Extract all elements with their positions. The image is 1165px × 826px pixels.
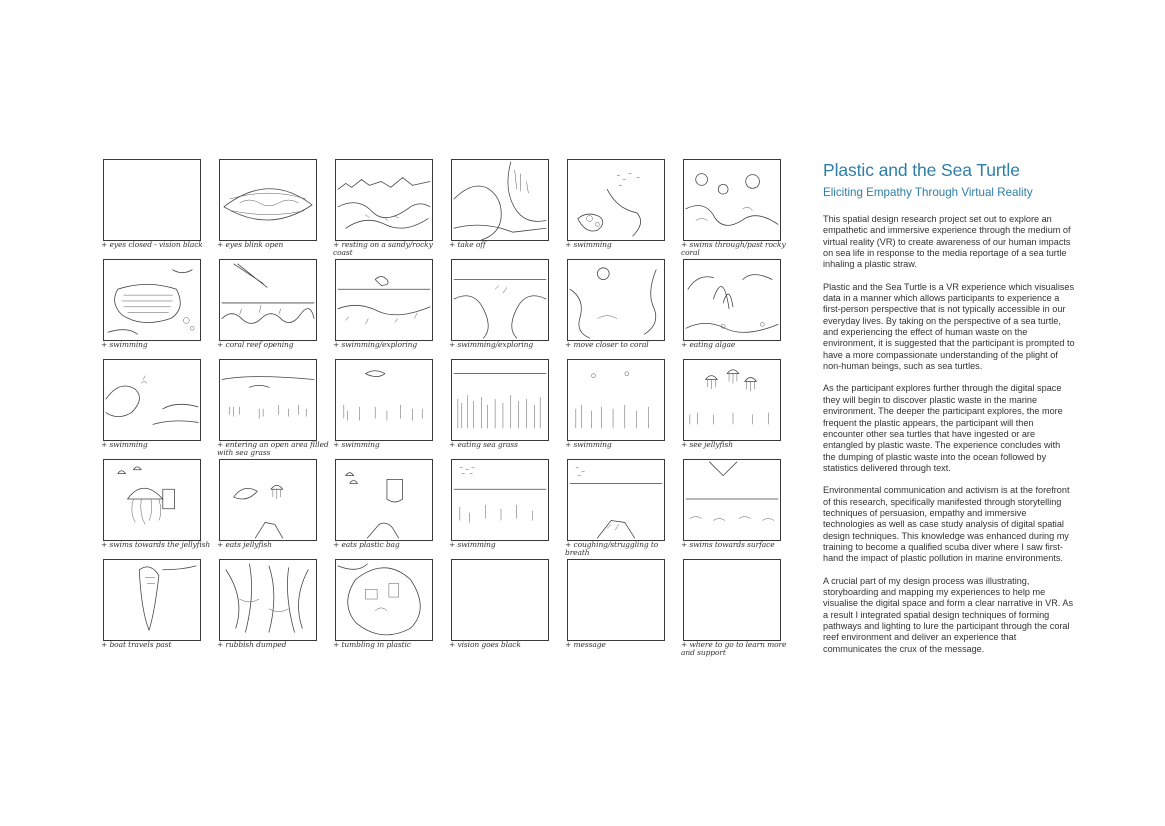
frame-caption: + swims through/past rocky coral [681,240,786,257]
sketch-blank [683,559,781,641]
storyboard-frame [680,157,796,257]
storyboard-frame [564,257,680,357]
sketch-rubbish [219,559,317,641]
storyboard-frame [680,557,796,657]
sketch-algae [683,259,781,341]
frame-caption: + eyes closed - vision black [101,240,203,249]
frame-caption: + swimming [333,440,380,449]
sketch-seagrass-open [219,359,317,441]
article-title: Plastic and the Sea Turtle [823,160,1020,180]
storyboard-frame [448,157,564,257]
storyboard-frame [448,357,564,457]
storyboard-frame [216,557,332,657]
frame-caption: + move closer to coral [565,340,649,349]
frame-caption: + eyes blink open [217,240,284,249]
frame-caption: + vision goes black [449,640,521,649]
frame-caption: + swimming [565,240,612,249]
sketch-blank [567,559,665,641]
frame-caption: + resting on a sandy/rocky coast [333,240,433,257]
frame-caption: + eating algae [681,340,736,349]
frame-caption: + eating sea grass [449,440,518,449]
sketch-seagrass-dense [451,359,549,441]
frame-caption: + swims towards surface [681,540,775,549]
storyboard-frame [216,357,332,457]
article-paragraph: A crucial part of my design process was illustrating, storyboarding and mapping my experiences to help me visualise the digital space and form a clear narrative in VR. As a result I integrated spatial design techniques of forming pathways and lighting to lure the participant through the coral reef environment and deliver an experience that communicates the crux of the message. [823,575,1074,654]
frame-caption: + where to go to learn more and support [681,640,787,657]
storyboard-frame [100,157,216,257]
storyboard-frame [332,257,448,357]
sketch-struggle [567,459,665,541]
sketch-tumbling [335,559,433,641]
storyboard-frame [216,157,332,257]
storyboard-frame [332,557,448,657]
article-paragraph: Environmental communication and activism is at the forefront of this research, specifically manifested through storytelling techniques of persuasion, empathy and immersive technologies as well as case study analysis of digital spatial design techniques. This knowledge was enhanced during my training to become a qualified scuba diver where I saw first-hand the impact of plastic pollution in marine environments. [823,485,1070,564]
storyboard-frame [564,357,680,457]
sketch-plastic-bag [335,459,433,541]
storyboard-frame [448,557,564,657]
sketch-coast [335,159,433,241]
frame-caption: + see jellyfish [681,440,733,449]
storyboard-frame [216,457,332,557]
article [823,160,1075,666]
sketch-eat-jelly [219,459,317,541]
sketch-seagrass-jelly [567,359,665,441]
frame-caption: + coral reef opening [217,340,294,349]
frame-caption: + coughing/struggling to breath [565,540,659,557]
storyboard-frame [680,257,796,357]
storyboard-frame [100,357,216,457]
frame-caption: + rubbish dumped [217,640,287,649]
sketch-coral-rocks [683,159,781,241]
sketch-shell [103,259,201,341]
sketch-cliff [451,159,549,241]
frame-caption: + swimming/exploring [333,340,418,349]
frame-caption: + swimming [449,540,496,549]
article-paragraph: As the participant explores further through the digital space they will begin to discover plastic waste in the marine environment. The deeper the participant explores, the more frequent the plastic appears, the participant will then encounter other sea turtles that have ingested or are entangled by plastic waste. The experience concludes with the dumping of plastic waste into the ocean followed by statistics delivered through text. [823,383,1063,473]
frame-caption: + swimming [101,440,148,449]
sketch-boat [103,559,201,641]
storyboard-frame [680,457,796,557]
storyboard-frame [680,357,796,457]
storyboard-frame [448,457,564,557]
sketch-fish-school [451,459,549,541]
article-paragraph: Plastic and the Sea Turtle is a VR experience which visualises data in a manner which allows participants to experience a first-person perspective that is not typically accessible in our everyday lives. By taking on the perspective of a sea turtle, and experiencing the effect of human waste on the environment, it is suggested that the participant is prompted to have a more compassionate understanding of the plight of non-human beings, such as sea turtles. [823,281,1075,372]
sketch-surface [683,459,781,541]
sketch-reef-wide [335,259,433,341]
frame-caption: + eats jellyfish [217,540,272,549]
frame-caption: + swims towards the jellyfish [101,540,211,549]
sketch-reef-channel [451,259,549,341]
frame-caption: + boat travels past [101,640,172,649]
sketch-blank [451,559,549,641]
storyboard-frame [332,457,448,557]
storyboard-grid [100,157,790,667]
storyboard-frame [216,257,332,357]
storyboard-frame [100,557,216,657]
frame-caption: + tumbling in plastic [333,640,411,649]
sketch-eye [219,159,317,241]
storyboard-frame [100,457,216,557]
frame-caption: + swimming/exploring [449,340,534,349]
article-paragraph: This spatial design research project set out to explore an empathetic and immersive experience through the medium of virtual reality (VR) to create awareness of our human impacts on sea life in response to the media reportage of a sea turtle inhaling a plastic straw. [823,214,1071,270]
frame-caption: + swimming [565,440,612,449]
storyboard-frame [448,257,564,357]
sketch-blank [103,159,201,241]
storyboard-frame [332,157,448,257]
frame-caption: + message [565,640,606,649]
frame-caption: + entering an open area filled with sea grass [217,440,329,457]
frame-caption: + swimming [101,340,148,349]
frame-caption: + take off [449,240,486,249]
sketch-coral-close [567,259,665,341]
sketch-jellyfish [683,359,781,441]
article-subtitle: Eliciting Empathy Through Virtual Reality [823,186,1033,199]
sketch-jelly-close [103,459,201,541]
sketch-reef-opening [219,259,317,341]
sketch-seagrass-turtle [335,359,433,441]
storyboard-frame [564,157,680,257]
storyboard-frame [100,257,216,357]
storyboard-frame [564,457,680,557]
sketch-fish-rocks [567,159,665,241]
frame-caption: + eats plastic bag [333,540,400,549]
storyboard-frame [564,557,680,657]
sketch-open-rocks [103,359,201,441]
storyboard-frame [332,357,448,457]
